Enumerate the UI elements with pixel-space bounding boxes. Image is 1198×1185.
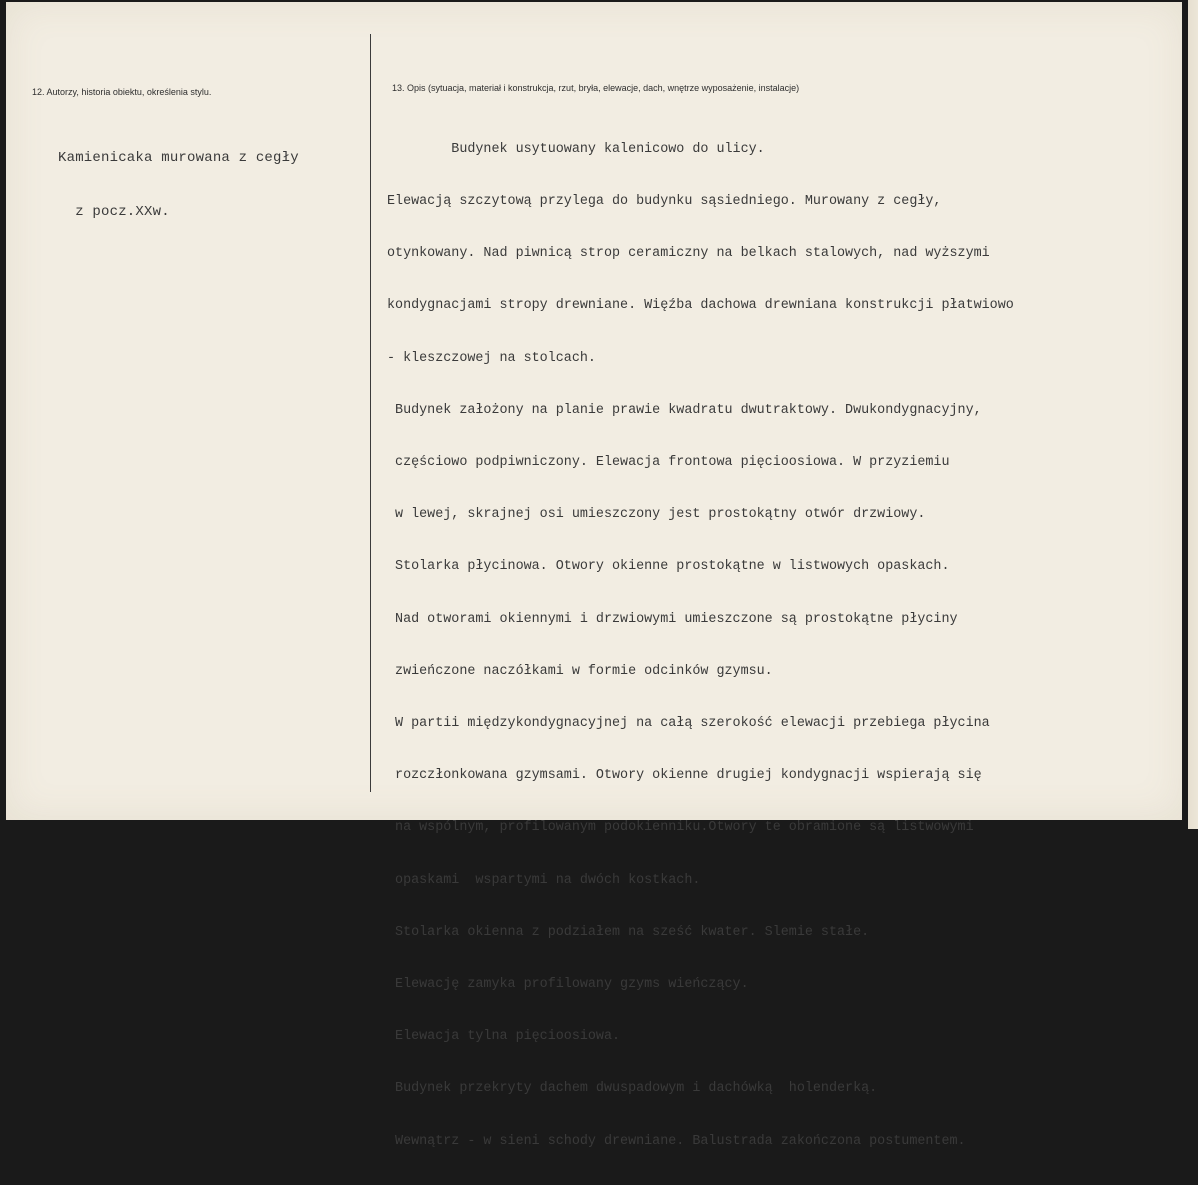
field-12-line: Kamienicaka murowana z cegły — [58, 150, 299, 166]
description-line: - kleszczowej na stolcach. — [387, 350, 596, 366]
field-12-label: 12. Autorzy, historia obiektu, określenia stylu. — [32, 87, 212, 97]
description-line: na wspólnym, profilowanym podokienniku.Otwory te obramione są listwowymi — [387, 820, 974, 836]
description-line: Elewacją szczytową przylega do budynku sąsiedniego. Murowany z cegły, — [387, 194, 942, 210]
description-line: opaskami wspartymi na dwóch kostkach. — [387, 872, 701, 888]
paper-card — [6, 2, 1184, 1149]
description-line: Stolarka okienna z podziałem na sześć kwater. Slemie stałe. — [387, 924, 870, 940]
column-divider — [370, 34, 371, 792]
description-line: Budynek przekryty dachem dwuspadowym i dachówką holenderką. — [387, 1081, 878, 1097]
description-line: W partii międzykondygnacyjnej na całą szerokość elewacji przebiega płycina — [387, 716, 990, 732]
description-line: Nad otworami okiennymi i drzwiowymi umieszczone są prostokątne płyciny — [387, 611, 958, 627]
card-stack-edge — [1182, 0, 1198, 829]
description-line: rozczłonkowana gzymsami. Otwory okienne drugiej kondygnacji wspierają się — [387, 768, 982, 784]
description-line: Elewacja tylna pięcioosiowa. — [387, 1029, 621, 1045]
description-line: kondygnacjami stropy drewniane. Więźba dachowa drewniana konstrukcji płatwiowo — [387, 298, 1014, 314]
description-line: częściowo podpiwniczony. Elewacja frontowa pięcioosiowa. W przyziemiu — [387, 455, 950, 471]
field-12-content — [58, 113, 299, 257]
description-line: Stolarka płycinowa. Otwory okienne prostokątne w listwowych opaskach. — [387, 559, 950, 575]
field-13-content — [387, 106, 1014, 1185]
description-line: Budynek usytuowany kalenicowo do ulicy. — [387, 141, 765, 157]
description-line: Wewnątrz - w sieni schody drewniane. Balustrada zakończona postumentem. — [387, 1133, 966, 1149]
field-12-line: z pocz.XXw. — [58, 204, 170, 220]
description-line: Budynek założony na planie prawie kwadratu dwutraktowy. Dwukondygnacyjny, — [387, 402, 982, 418]
field-13-label: 13. Opis (sytuacja, materiał i konstrukcja, rzut, bryła, elewacje, dach, wnętrze wyposażenie, instalacje) — [392, 83, 800, 93]
description-line: w lewej, skrajnej osi umieszczony jest prostokątny otwór drzwiowy. — [387, 507, 926, 523]
description-line: otynkowany. Nad piwnicą strop ceramiczny na belkach stalowych, nad wyższymi — [387, 246, 990, 262]
description-line: zwieńczone naczółkami w formie odcinków gzymsu. — [387, 663, 773, 679]
description-line: Elewację zamyka profilowany gzyms wieńczący. — [387, 977, 749, 993]
